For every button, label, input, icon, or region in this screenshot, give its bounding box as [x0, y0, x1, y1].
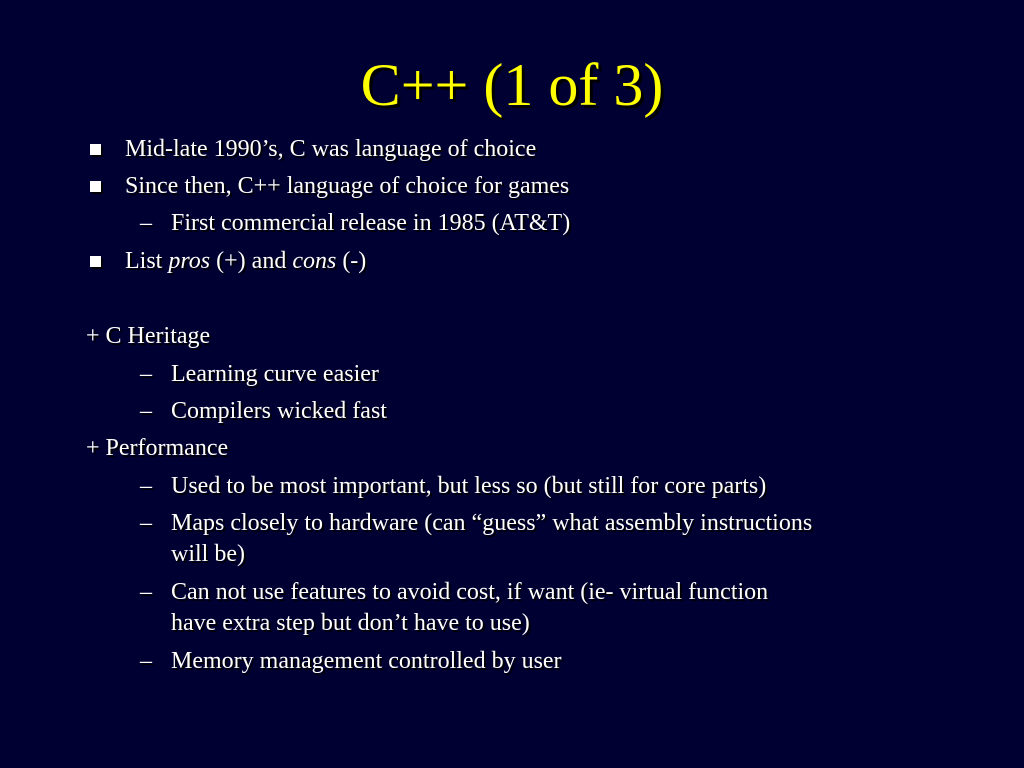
dash-bullet-icon: – [140, 510, 152, 536]
square-bullet-icon [90, 144, 101, 155]
sub-bullet-text: Can not use features to avoid cost, if want (ie- virtual function [171, 579, 769, 605]
sub-bullet-text: Used to be most important, but less so (but still for core parts) [171, 473, 767, 499]
dash-bullet-icon: – [140, 361, 152, 387]
emphasis-cons: cons [292, 248, 337, 274]
sub-bullet-text: Compilers wicked fast [171, 398, 387, 424]
text-part: (+) and [210, 248, 293, 274]
dash-bullet-icon: – [140, 648, 152, 674]
emphasis-pros: pros [168, 248, 211, 274]
sub-bullet-text: First commercial release in 1985 (AT&T) [171, 210, 571, 236]
sub-bullet-text: Maps closely to hardware (can “guess” what assembly instructions [171, 510, 813, 536]
dash-bullet-icon: – [140, 579, 152, 605]
text-part: (-) [336, 248, 367, 274]
text-part: List [125, 248, 169, 274]
dash-bullet-icon: – [140, 398, 152, 424]
square-bullet-icon [90, 256, 101, 267]
sub-bullet-text: Learning curve easier [171, 361, 379, 387]
slide-title: C++ (1 of 3) [360, 52, 664, 118]
dash-bullet-icon: – [140, 473, 152, 499]
section-heading: + Performance [86, 435, 229, 461]
square-bullet-icon [90, 181, 101, 192]
sub-bullet-text-continued: have extra step but don’t have to use) [171, 610, 530, 636]
bullet-text: Since then, C++ language of choice for games [125, 173, 570, 199]
dash-bullet-icon: – [140, 210, 152, 236]
section-heading: + C Heritage [86, 323, 211, 349]
sub-bullet-text: Memory management controlled by user [171, 648, 562, 674]
bullet-text: Mid-late 1990’s, C was language of choice [125, 136, 537, 162]
sub-bullet-text-continued: will be) [171, 541, 245, 567]
bullet-text [125, 246, 366, 276]
